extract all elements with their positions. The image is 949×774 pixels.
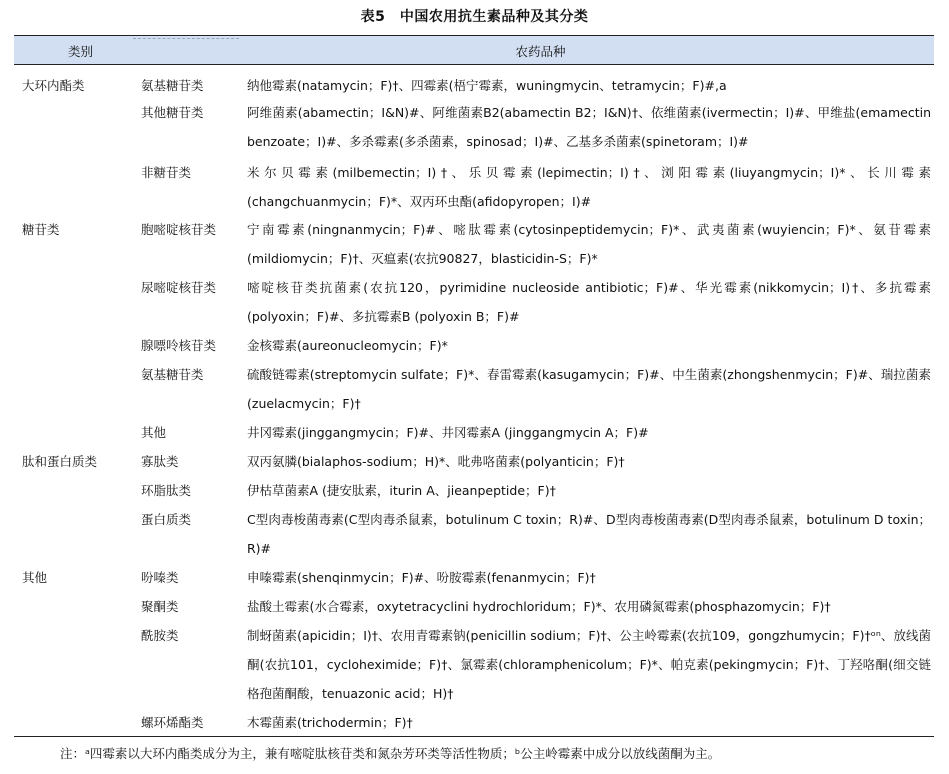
subcategory: 氨基糖苷类	[141, 78, 204, 93]
subcategory: 非糖苷类	[141, 165, 192, 180]
subcategory: 腺嘌呤核苷类	[141, 338, 217, 353]
subcategory: 环脂肽类	[141, 483, 192, 498]
subcategory: 其他	[141, 425, 167, 440]
category-glycoside: 糖苷类	[22, 222, 60, 237]
subcategory: 胞嘧啶核苷类	[141, 222, 217, 237]
table-title: 表5 中国农用抗生素品种及其分类	[360, 9, 589, 25]
varieties-text: 双丙氨膦(bialaphos-sodium；H)*、吡弗咯菌素(polyanticin；F)†	[247, 454, 625, 469]
varieties-text: 宁南霉素(ningnanmycin；F)#、嘧肽霉素(cytosinpeptidemycin；F)*、武夷菌素(wuyiencin；F)*、氨苷霉素(mildiomycin；F)†、灭瘟素(农抗90827，blasticidin-S；F)*	[247, 222, 931, 266]
varieties-text: 纳他霉素(natamycin；F)†、四霉素(梧宁霉素，wuningmycin、tetramycin；F)#,a	[247, 78, 727, 93]
subcategory: 吩嗪类	[141, 570, 179, 585]
subcategory: 尿嘧啶核苷类	[141, 280, 217, 295]
varieties-text: 伊枯草菌素A (捷安肽素，iturin A、jieanpeptide；F)†	[247, 483, 556, 498]
table-header	[14, 35, 934, 65]
category-other: 其他	[22, 570, 48, 585]
table-footnote: 注：ᵃ四霉素以大环内酯类成分为主，兼有嘧啶肽核苷类和氮杂芳环类等活性物质；ᵇ公主岭霉素中成分以放线菌酮为主。	[60, 746, 721, 761]
varieties-text: 盐酸土霉素(水合霉素，oxytetracyclini hydrochloridum；F)*、农用磷氮霉素(phosphazomycin；F)†	[247, 599, 831, 614]
subcategory: 聚酮类	[141, 599, 179, 614]
varieties-text: 硫酸链霉素(streptomycin sulfate；F)*、春雷霉素(kasugamycin；F)#、中生菌素(zhongshenmycin；F)#、瑞拉菌素(zuelacmycin；F)†	[247, 367, 931, 411]
varieties-text: C型肉毒梭菌毒素(C型肉毒杀鼠素，botulinum C toxin；R)#、D型肉毒梭菌毒素(D型肉毒杀鼠素，botulinum D toxin；R)#	[247, 512, 931, 556]
varieties-text: 申嗪霉素(shenqinmycin；F)#、吩胺霉素(fenanmycin；F)†	[247, 570, 596, 585]
subcategory: 蛋白质类	[141, 512, 192, 527]
category-peptide: 肽和蛋白质类	[22, 454, 98, 469]
varieties-text: 井冈霉素(jinggangmycin；F)#、井冈霉素A (jinggangmycin A；F)#	[247, 425, 649, 440]
varieties-text: 木霉菌素(trichodermin；F)†	[247, 715, 413, 730]
subcategory: 寡肽类	[141, 454, 179, 469]
subcategory: 螺环烯酯类	[141, 715, 204, 730]
varieties-text: 金核霉素(aureonucleomycin；F)*	[247, 338, 448, 353]
header-varieties: 农药品种	[515, 44, 566, 59]
varieties-text: 阿维菌素(abamectin；I&N)#、阿维菌素B2(abamectin B2；I&N)†、依维菌素(ivermectin；I)#、甲维盐(emamectin benzoate；I)#、多杀霉素(多杀菌素，spinosad；I)#、乙基多杀菌素(spinetoram；I)#	[247, 105, 931, 149]
table-bottom-rule	[14, 736, 934, 737]
subcategory: 其他糖苷类	[141, 105, 204, 120]
subcategory: 酰胺类	[141, 628, 179, 643]
varieties-text: 制蚜菌素(apicidin；I)†、农用青霉素钠(penicillin sodium；F)†、公主岭霉素(农抗109，gongzhumycin；F)†ᵒⁿ、放线菌酮(农抗101，cycloheximide；F)†、氯霉素(chloramphenicolum；F)*、帕克素(pekingmycin；F)†、丁羟咯酮(细交链格孢菌酮酸，tenuazonic acid；H)†	[247, 628, 931, 701]
varieties-text: 嘧啶核苷类抗菌素(农抗120，pyrimidine nucleoside antibiotic；F)#、华光霉素(nikkomycin；I)†、多抗霉素(polyoxin；F)#、多抗霉素B (polyoxin B；F)#	[247, 280, 931, 324]
category-macrolide: 大环内酯类	[22, 78, 85, 93]
header-category: 类别	[67, 44, 93, 59]
subcategory: 氨基糖苷类	[141, 367, 204, 382]
varieties-text: 米尔贝霉素(milbemectin；I)†、乐贝霉素(lepimectin；I)†、浏阳霉素(liuyangmycin；I)*、长川霉素(changchuanmycin；F)*、双丙环虫酯(afidopyropen；I)#	[247, 165, 931, 209]
header-divider	[133, 38, 239, 39]
